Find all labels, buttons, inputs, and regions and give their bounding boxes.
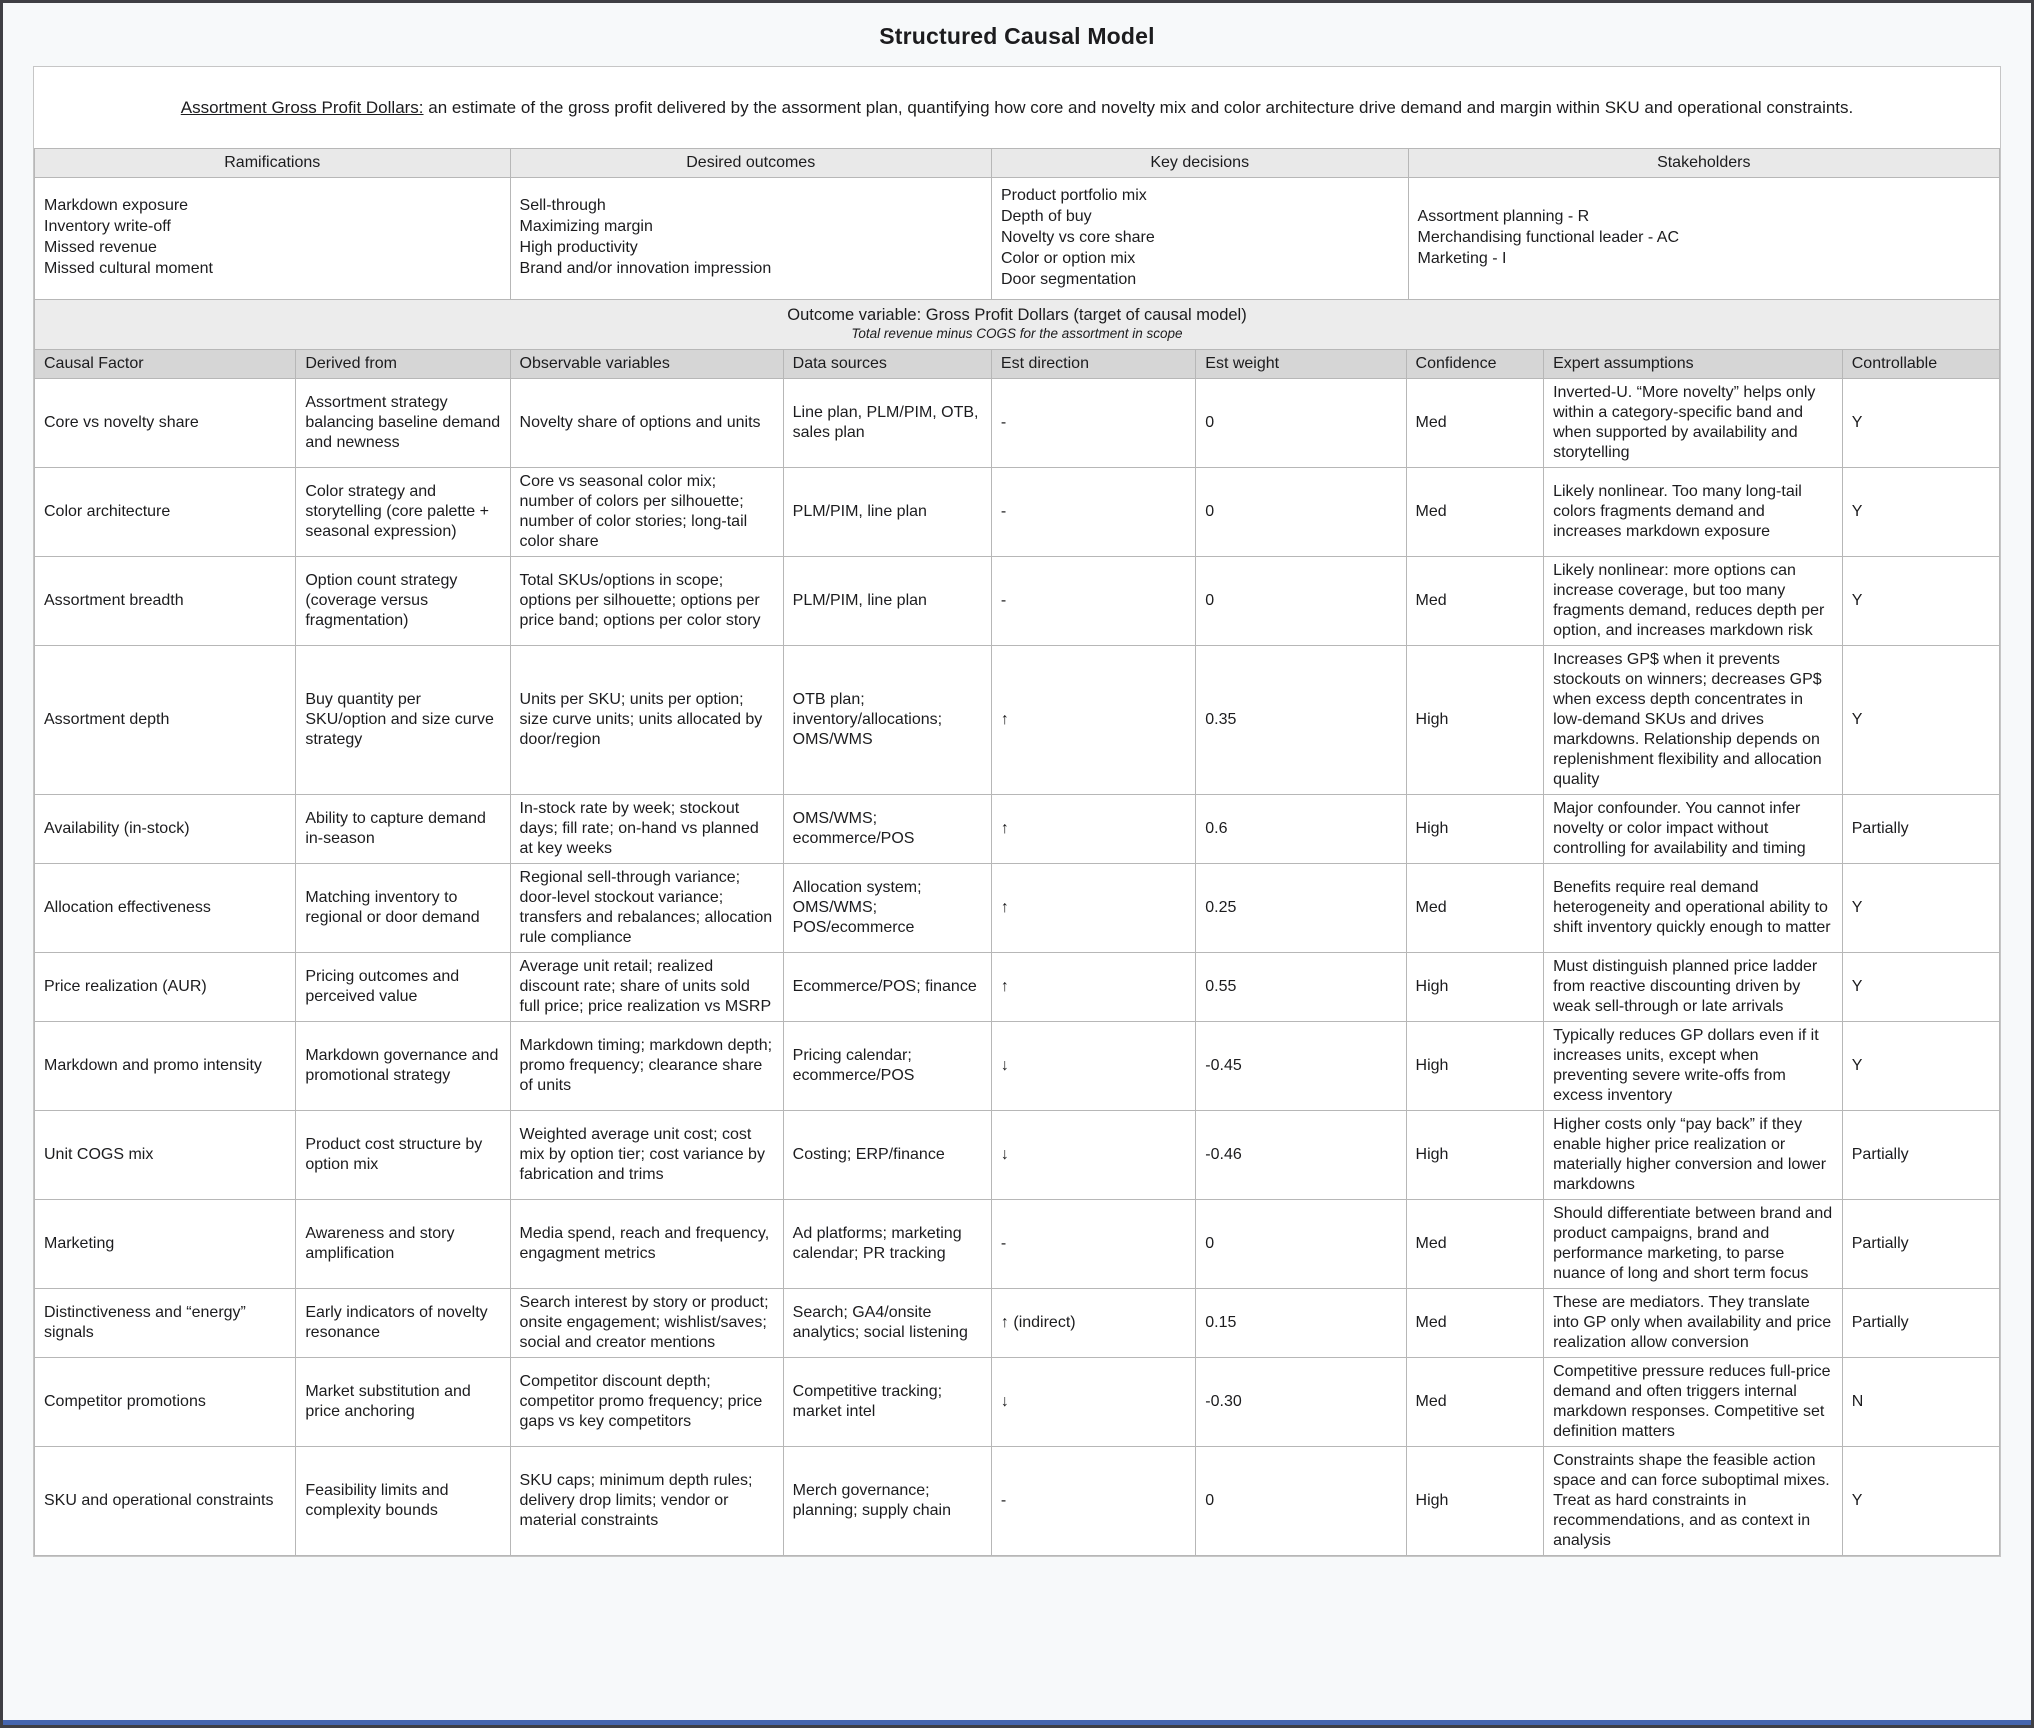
factors-header-row <box>35 350 2000 379</box>
table-cell: 0 <box>1196 468 1406 557</box>
column-header-causal-factor: Causal Factor <box>35 350 296 379</box>
table-cell: Should differentiate between brand and product campaigns, brand and performance marketing, to parse nuance of long and short term focus <box>1544 1200 1843 1289</box>
table-row <box>35 1447 2000 1556</box>
table-cell: - <box>991 557 1195 646</box>
table-cell: Competitor promotions <box>35 1358 296 1447</box>
table-row <box>35 557 2000 646</box>
table-cell: Average unit retail; realized discount rate; share of units sold full price; price realization vs MSRP <box>510 953 783 1022</box>
table-cell: Major confounder. You cannot infer novelty or color impact without controlling for availability and timing <box>1544 795 1843 864</box>
table-cell: Markdown and promo intensity <box>35 1022 296 1111</box>
table-cell: Unit COGS mix <box>35 1111 296 1200</box>
table-cell: Pricing calendar; ecommerce/POS <box>783 1022 991 1111</box>
table-cell: -0.45 <box>1196 1022 1406 1111</box>
table-row <box>35 1022 2000 1111</box>
column-header-ramifications: Ramifications <box>35 148 511 177</box>
factors-table-body <box>35 379 2000 1556</box>
table-cell: - <box>991 379 1195 468</box>
table-cell: Y <box>1842 1447 1999 1556</box>
table-cell: These are mediators. They translate into GP only when availability and price realization allow conversion <box>1544 1289 1843 1358</box>
table-cell: -0.30 <box>1196 1358 1406 1447</box>
definition-body: an estimate of the gross profit delivered by the assorment plan, quantifying how core and novelty mix and color architecture drive demand and margin within SKU and operational constraints. <box>423 98 1854 117</box>
table-cell: Higher costs only “pay back” if they enable higher price realization or materially higher conversion and lower markdowns <box>1544 1111 1843 1200</box>
table-cell: Inverted-U. “More novelty” helps only within a category-specific band and when supported by availability and storytelling <box>1544 379 1843 468</box>
table-cell: Ecommerce/POS; finance <box>783 953 991 1022</box>
list-item: Brand and/or innovation impression <box>519 260 772 278</box>
table-cell: Search interest by story or product; onsite engagement; wishlist/saves; social and creator mentions <box>510 1289 783 1358</box>
table-cell: Product cost structure by option mix <box>296 1111 510 1200</box>
table-cell: PLM/PIM, line plan <box>783 557 991 646</box>
table-cell: Pricing outcomes and perceived value <box>296 953 510 1022</box>
table-cell: 0.25 <box>1196 864 1406 953</box>
table-cell: ↑ <box>991 953 1195 1022</box>
table-cell: Total SKUs/options in scope; options per silhouette; options per price band; options per color story <box>510 557 783 646</box>
table-row <box>35 795 2000 864</box>
table-cell: Weighted average unit cost; cost mix by option tier; cost variance by fabrication and trims <box>510 1111 783 1200</box>
window-bottom-edge <box>3 1720 2031 1725</box>
table-cell: 0.15 <box>1196 1289 1406 1358</box>
table-cell: Feasibility limits and complexity bounds <box>296 1447 510 1556</box>
table-cell: Ad platforms; marketing calendar; PR tracking <box>783 1200 991 1289</box>
summary-header-row <box>35 148 2000 177</box>
table-row <box>35 864 2000 953</box>
table-cell: Distinctiveness and “energy” signals <box>35 1289 296 1358</box>
list-item: Product portfolio mix <box>1000 186 1147 204</box>
table-cell: Med <box>1406 864 1544 953</box>
table-cell: Buy quantity per SKU/option and size curve strategy <box>296 646 510 795</box>
table-cell: N <box>1842 1358 1999 1447</box>
column-header-expert-assumptions: Expert assumptions <box>1544 350 1843 379</box>
column-header-est-direction: Est direction <box>991 350 1195 379</box>
table-cell: Markdown governance and promotional strategy <box>296 1022 510 1111</box>
list-item: Maximizing margin <box>519 218 653 236</box>
table-cell: Search; GA4/onsite analytics; social listening <box>783 1289 991 1358</box>
table-cell: Regional sell-through variance; door-level stockout variance; transfers and rebalances; allocation rule compliance <box>510 864 783 953</box>
table-cell: Partially <box>1842 1200 1999 1289</box>
table-cell: 0 <box>1196 1447 1406 1556</box>
table-row <box>35 379 2000 468</box>
table-cell: ↓ <box>991 1022 1195 1111</box>
table-cell: High <box>1406 1022 1544 1111</box>
table-cell: Color architecture <box>35 468 296 557</box>
stakeholders-cell <box>1408 177 1999 299</box>
outcome-subtitle: Total revenue minus COGS for the assortment in scope <box>851 326 1183 342</box>
table-cell: Assortment strategy balancing baseline demand and newness <box>296 379 510 468</box>
page-title: Structured Causal Model <box>879 23 1155 49</box>
column-header-controllable: Controllable <box>1842 350 1999 379</box>
column-header-est-weight: Est weight <box>1196 350 1406 379</box>
table-cell: Y <box>1842 468 1999 557</box>
table-cell: Availability (in-stock) <box>35 795 296 864</box>
table-cell: Market substitution and price anchoring <box>296 1358 510 1447</box>
table-cell: Assortment breadth <box>35 557 296 646</box>
table-row <box>35 646 2000 795</box>
table-row <box>35 1358 2000 1447</box>
table-cell: Med <box>1406 379 1544 468</box>
table-cell: Ability to capture demand in-season <box>296 795 510 864</box>
table-cell: High <box>1406 795 1544 864</box>
table-cell: ↑ <box>991 795 1195 864</box>
table-cell: Awareness and story amplification <box>296 1200 510 1289</box>
table-cell: High <box>1406 1111 1544 1200</box>
outcome-title: Outcome variable: Gross Profit Dollars (target of causal model) <box>787 305 1247 324</box>
table-cell: High <box>1406 1447 1544 1556</box>
table-cell: Media spend, reach and frequency, engagment metrics <box>510 1200 783 1289</box>
table-cell: 0 <box>1196 1200 1406 1289</box>
table-cell: 0.55 <box>1196 953 1406 1022</box>
column-header-derived-from: Derived from <box>296 350 510 379</box>
table-cell: Option count strategy (coverage versus fragmentation) <box>296 557 510 646</box>
table-cell: Novelty share of options and units <box>510 379 783 468</box>
list-item: Assortment planning - R <box>1417 207 1590 225</box>
summary-table <box>34 148 2000 300</box>
table-cell: Core vs seasonal color mix; number of colors per silhouette; number of color stories; long-tail color share <box>510 468 783 557</box>
table-cell: ↑ <box>991 646 1195 795</box>
table-cell: Partially <box>1842 1111 1999 1200</box>
table-row <box>35 468 2000 557</box>
table-cell: Core vs novelty share <box>35 379 296 468</box>
list-item: High productivity <box>519 239 638 257</box>
summary-content-row <box>35 177 2000 299</box>
table-cell: OMS/WMS; ecommerce/POS <box>783 795 991 864</box>
table-cell: High <box>1406 646 1544 795</box>
table-cell: Y <box>1842 864 1999 953</box>
column-header-key-decisions: Key decisions <box>991 148 1408 177</box>
table-cell: Allocation effectiveness <box>35 864 296 953</box>
table-cell: Typically reduces GP dollars even if it increases units, except when preventing severe write-offs from excess inventory <box>1544 1022 1843 1111</box>
table-cell: ↑ (indirect) <box>991 1289 1195 1358</box>
column-header-confidence: Confidence <box>1406 350 1544 379</box>
table-cell: Likely nonlinear. Too many long-tail colors fragments demand and increases markdown exposure <box>1544 468 1843 557</box>
table-cell: 0 <box>1196 557 1406 646</box>
desired-outcomes-cell <box>510 177 991 299</box>
factors-table <box>34 349 2000 1556</box>
list-item: Door segmentation <box>1000 270 1137 288</box>
table-cell: 0 <box>1196 379 1406 468</box>
table-cell: Merch governance; planning; supply chain <box>783 1447 991 1556</box>
ramifications-cell <box>35 177 511 299</box>
list-item: Marketing - I <box>1417 249 1507 267</box>
table-cell: Markdown timing; markdown depth; promo frequency; clearance share of units <box>510 1022 783 1111</box>
table-cell: Units per SKU; units per option; size curve units; units allocated by door/region <box>510 646 783 795</box>
table-cell: Allocation system; OMS/WMS; POS/ecommerce <box>783 864 991 953</box>
table-cell: Increases GP$ when it prevents stockouts on winners; decreases GP$ when excess depth concentrates in low-demand SKUs and drives markdowns. Relationship depends on replenishment flexibility and allocation quality <box>1544 646 1843 795</box>
table-cell: Partially <box>1842 1289 1999 1358</box>
table-cell: 0.35 <box>1196 646 1406 795</box>
table-cell: Competitor discount depth; competitor promo frequency; price gaps vs key competitors <box>510 1358 783 1447</box>
table-cell: ↓ <box>991 1111 1195 1200</box>
list-item: Sell-through <box>519 197 606 215</box>
table-cell: SKU and operational constraints <box>35 1447 296 1556</box>
table-cell: Constraints shape the feasible action space and can force suboptimal mixes. Treat as hard constraints in recommendations, and as context in analysis <box>1544 1447 1843 1556</box>
column-header-observable-variables: Observable variables <box>510 350 783 379</box>
table-cell: High <box>1406 953 1544 1022</box>
table-cell: Line plan, PLM/PIM, OTB, sales plan <box>783 379 991 468</box>
table-cell: Likely nonlinear: more options can increase coverage, but too many fragments demand, reduces depth per option, and increases markdown risk <box>1544 557 1843 646</box>
table-cell: OTB plan; inventory/allocations; OMS/WMS <box>783 646 991 795</box>
table-cell: Y <box>1842 646 1999 795</box>
table-cell: Y <box>1842 1022 1999 1111</box>
table-cell: - <box>991 468 1195 557</box>
list-item: Merchandising functional leader - AC <box>1417 228 1679 246</box>
list-item: Novelty vs core share <box>1000 228 1155 246</box>
table-cell: Competitive tracking; market intel <box>783 1358 991 1447</box>
table-row <box>35 953 2000 1022</box>
table-cell: Benefits require real demand heterogeneity and operational ability to shift inventory quickly enough to matter <box>1544 864 1843 953</box>
table-cell: Med <box>1406 557 1544 646</box>
table-cell: In-stock rate by week; stockout days; fill rate; on-hand vs planned at key weeks <box>510 795 783 864</box>
table-cell: Med <box>1406 1358 1544 1447</box>
table-cell: Y <box>1842 953 1999 1022</box>
table-cell: Price realization (AUR) <box>35 953 296 1022</box>
table-cell: ↑ <box>991 864 1195 953</box>
table-cell: 0.6 <box>1196 795 1406 864</box>
table-cell: Med <box>1406 1200 1544 1289</box>
table-row <box>35 1200 2000 1289</box>
table-cell: Must distinguish planned price ladder from reactive discounting driven by weak sell-through or late arrivals <box>1544 953 1843 1022</box>
table-cell: Costing; ERP/finance <box>783 1111 991 1200</box>
table-cell: Y <box>1842 557 1999 646</box>
table-cell: Med <box>1406 1289 1544 1358</box>
table-cell: -0.46 <box>1196 1111 1406 1200</box>
table-cell: Assortment depth <box>35 646 296 795</box>
table-row <box>35 1111 2000 1200</box>
list-item: Missed cultural moment <box>44 260 213 278</box>
column-header-data-sources: Data sources <box>783 350 991 379</box>
list-item: Markdown exposure <box>44 197 189 215</box>
table-cell: PLM/PIM, line plan <box>783 468 991 557</box>
table-cell: ↓ <box>991 1358 1195 1447</box>
table-cell: Y <box>1842 379 1999 468</box>
table-cell: Matching inventory to regional or door demand <box>296 864 510 953</box>
table-row <box>35 1289 2000 1358</box>
definition-text <box>34 67 2000 148</box>
column-header-desired-outcomes: Desired outcomes <box>510 148 991 177</box>
outcome-banner <box>34 300 2000 350</box>
list-item: Missed revenue <box>44 239 157 257</box>
column-header-stakeholders: Stakeholders <box>1408 148 1999 177</box>
table-cell: Color strategy and storytelling (core palette + seasonal expression) <box>296 468 510 557</box>
table-cell: Marketing <box>35 1200 296 1289</box>
list-item: Depth of buy <box>1000 207 1092 225</box>
table-cell: SKU caps; minimum depth rules; delivery drop limits; vendor or material constraints <box>510 1447 783 1556</box>
key-decisions-cell <box>991 177 1408 299</box>
table-cell: Competitive pressure reduces full-price demand and often triggers internal markdown responses. Competitive set definition matters <box>1544 1358 1843 1447</box>
list-item: Inventory write-off <box>44 218 171 236</box>
table-cell: - <box>991 1447 1195 1556</box>
table-cell: Med <box>1406 468 1544 557</box>
definition-term: Assortment Gross Profit Dollars: <box>180 98 424 117</box>
table-cell: Early indicators of novelty resonance <box>296 1289 510 1358</box>
table-cell: - <box>991 1200 1195 1289</box>
content-card <box>33 66 2001 1557</box>
list-item: Color or option mix <box>1000 249 1136 267</box>
table-cell: Partially <box>1842 795 1999 864</box>
